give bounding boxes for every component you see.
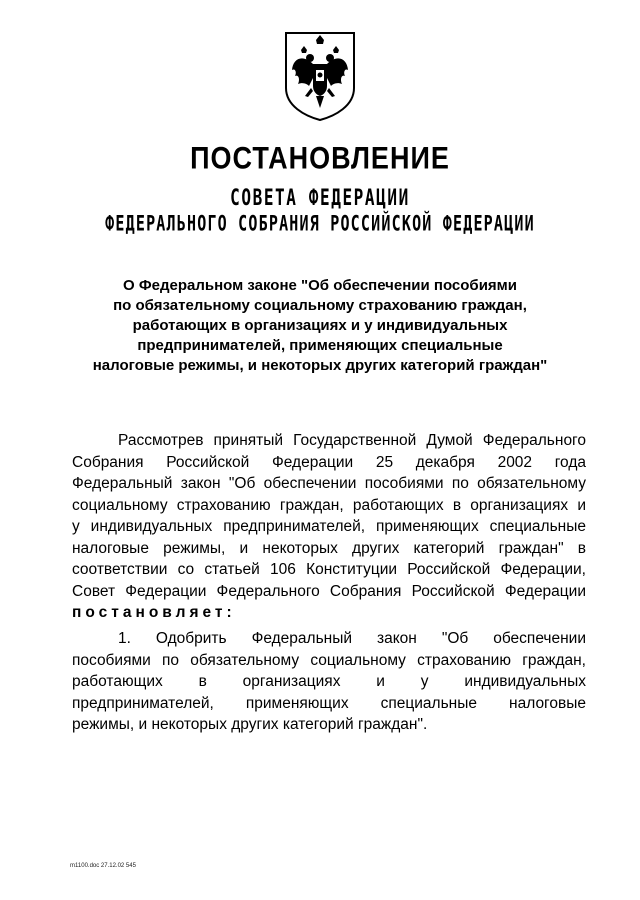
paragraph-line: Собрания Российской Федерации 25 декабря 2002 года (72, 453, 586, 471)
paragraph-line: 1. Одобрить Федеральный закон "Об обеспечении (118, 630, 586, 647)
file-reference: m1100.doc 27.12.02 545 (70, 863, 136, 869)
law-title (60, 276, 580, 376)
coat-of-arms-icon (283, 30, 357, 122)
resolves-word: постановляет: (72, 604, 236, 621)
paragraph-line: работающих в организациях и у индивидуальных (72, 673, 586, 690)
paragraph-line: соответствии со статьей 106 Конституции Российской Федерации, (72, 561, 586, 578)
resolution-preamble (72, 430, 586, 624)
paragraph-line: социальному страхованию граждан, работающих в организациях и (72, 496, 586, 514)
resolution-item-1 (72, 628, 586, 736)
law-title-line: работающих в организациях и у индивидуальных (132, 317, 508, 334)
paragraph-line: налоговые режимы, и некоторых других категорий граждан" в (72, 539, 586, 557)
paragraph-line: Совет Федерации Федерального Собрания Российской Федерации (72, 582, 586, 600)
issuer-line-2: ФЕДЕРАЛЬНОГО СОБРАНИЯ РОССИЙСКОЙ ФЕДЕРАЦИИ (105, 211, 535, 237)
paragraph-line: Рассмотрев принятый Государственной Думой Федерального (118, 432, 586, 449)
paragraph-line: режимы, и некоторых других категорий граждан". (72, 716, 428, 733)
paragraph-line: пособиями по обязательному социальному страхованию граждан, (72, 651, 586, 669)
paragraph-line: предпринимателей, применяющих специальные налоговые (72, 694, 586, 712)
law-title-line: налоговые режимы, и некоторых других категорий граждан" (92, 357, 548, 374)
document-title: ПОСТАНОВЛЕНИЕ (190, 141, 450, 176)
law-title-line: предпринимателей, применяющих специальные (137, 337, 503, 354)
law-title-line: по обязательному социальному страхованию граждан, (113, 297, 527, 314)
issuer-line-1: СОВЕТА ФЕДЕРАЦИИ (230, 184, 410, 211)
law-title-line: О Федеральном законе "Об обеспечении пособиями (123, 277, 517, 294)
paragraph-line: Федеральный закон "Об обеспечении пособиями по обязательному (72, 475, 586, 492)
paragraph-line: у индивидуальных предпринимателей, применяющих специальные (72, 518, 586, 535)
